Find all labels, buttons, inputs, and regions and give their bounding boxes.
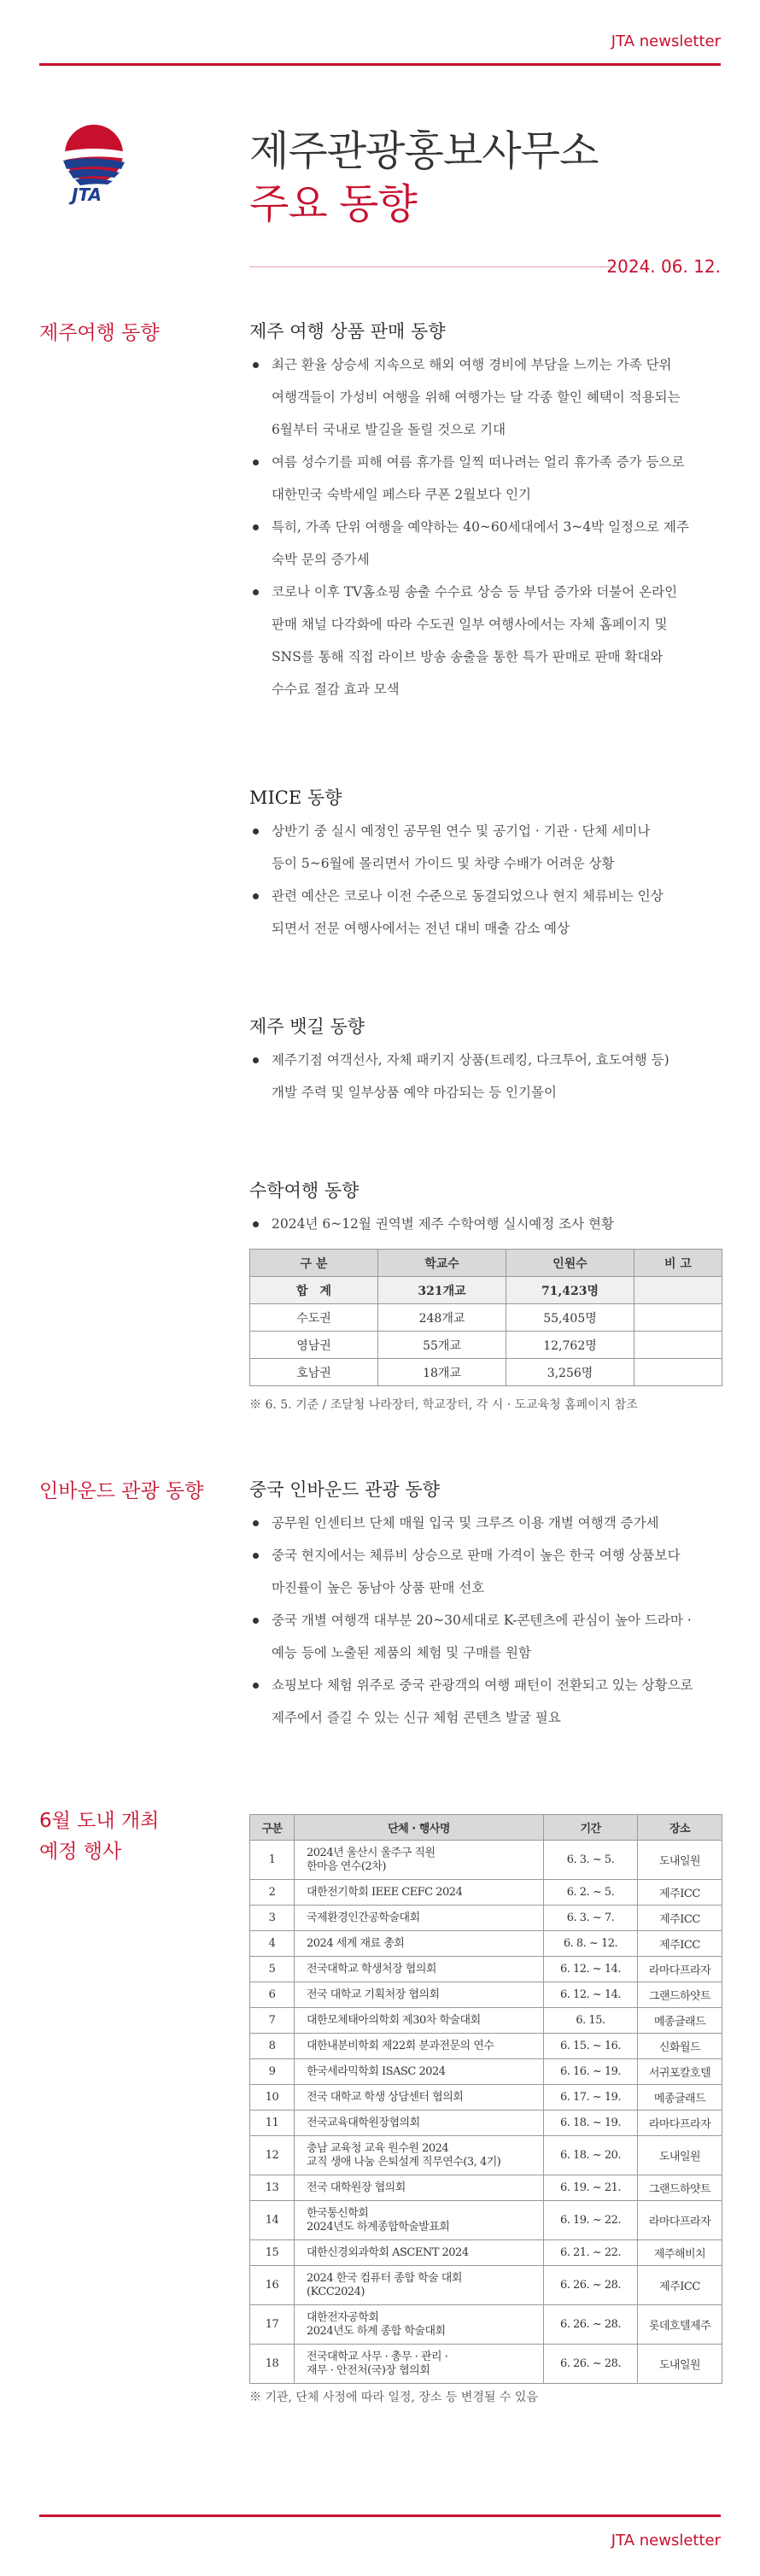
footer-newsletter-label: JTA newsletter	[611, 2532, 721, 2550]
table-cell: 15	[250, 2240, 295, 2266]
table-cell: 2	[250, 1880, 295, 1906]
date-rule	[249, 266, 617, 267]
table-cell: 6. 3. ~ 7.	[544, 1906, 638, 1931]
list-item: 중국 현지에서는 체류비 상승으로 판매 가격이 높은 한국 여행 상품보다 마진률이 높은 동남아 상품 판매 선호	[249, 1539, 728, 1604]
table-row	[250, 1906, 722, 1931]
table-header: 단체 · 행사명	[295, 1815, 544, 1841]
table-cell: 메종글래드	[638, 2008, 722, 2034]
list-item: 제주기점 여객선사, 자체 패키지 상품(트레킹, 다크투어, 효도여행 등) 개발 주력 및 일부상품 예약 마감되는 등 인기몰이	[249, 1044, 728, 1109]
table-cell: 6. 17. ~ 19.	[544, 2085, 638, 2111]
table-cell: 전국교육대학원장협의회	[295, 2111, 544, 2136]
section-label-inbound: 인바운드 관광 동향	[39, 1480, 204, 1502]
heading-sea-route: 제주 뱃길 동향	[249, 1016, 365, 1037]
list-item: 여름 성수기를 피해 여름 휴가를 일찍 떠나려는 얼리 휴가족 증가 등으로 대한민국 숙박세일 페스타 쿠폰 2월보다 인기	[249, 446, 728, 511]
header-rule	[39, 63, 721, 66]
table-cell: 대한내분비학회 제22회 분과전문의 연수	[295, 2034, 544, 2059]
table-cell: 수도권	[250, 1304, 378, 1332]
logo-text: JTA	[72, 184, 102, 205]
table-header: 학교수	[378, 1250, 506, 1277]
table-cell: 롯데호텔제주	[638, 2305, 722, 2345]
table-cell: 9	[250, 2059, 295, 2085]
table-cell: 6. 26. ~ 28.	[544, 2266, 638, 2305]
table-cell: 12,762명	[506, 1332, 634, 1359]
table-row	[250, 2111, 722, 2136]
table-cell: 18개교	[378, 1359, 506, 1386]
table-cell: 제주ICC	[638, 1880, 722, 1906]
table-header: 구 분	[250, 1250, 378, 1277]
table-header: 인원수	[506, 1250, 634, 1277]
table-cell	[634, 1332, 722, 1359]
list-mice	[249, 815, 728, 945]
table-cell: 영남권	[250, 1332, 378, 1359]
table-row	[250, 2136, 722, 2175]
table-cell: 라마다프라자	[638, 2111, 722, 2136]
table-cell: 도내일원	[638, 2136, 722, 2175]
table-cell: 321개교	[378, 1277, 506, 1304]
table-cell	[634, 1304, 722, 1332]
table-cell: 그랜드하얏트	[638, 2175, 722, 2201]
table-cell: 6. 26. ~ 28.	[544, 2345, 638, 2384]
table-cell: 한국세라믹학회 ISASC 2024	[295, 2059, 544, 2085]
table-row	[250, 1332, 722, 1359]
section-label-events: 6월 도내 개최 예정 행사	[39, 1810, 160, 1863]
table-header-row	[250, 1250, 722, 1277]
table-cell: 도내일원	[638, 1841, 722, 1880]
table-header: 비 고	[634, 1250, 722, 1277]
table-cell: 6. 16. ~ 19.	[544, 2059, 638, 2085]
table-cell: 5	[250, 1957, 295, 1982]
heading-school-trip: 수학여행 동향	[249, 1180, 360, 1201]
table-cell: 제주ICC	[638, 1931, 722, 1957]
table-cell	[634, 1359, 722, 1386]
table-row	[250, 2059, 722, 2085]
list-item: 2024년 6~12월 권역별 제주 수학여행 실시예정 조사 현황	[249, 1208, 728, 1240]
school-trip-table	[249, 1249, 722, 1386]
heading-mice: MICE 동향	[249, 787, 342, 808]
table-cell: 메종글래드	[638, 2085, 722, 2111]
events-table	[249, 1814, 722, 2384]
table-row	[250, 2345, 722, 2384]
table-cell: 2024 한국 컴퓨터 종합 학술 대회 (KCC2024)	[295, 2266, 544, 2305]
list-product-sales	[249, 348, 728, 705]
table-cell: 11	[250, 2111, 295, 2136]
table-cell: 6. 19. ~ 21.	[544, 2175, 638, 2201]
table-cell: 신화월드	[638, 2034, 722, 2059]
list-item: 공무원 인센티브 단체 매월 입국 및 크루즈 이용 개별 여행객 증가세	[249, 1507, 728, 1539]
table-row	[250, 1957, 722, 1982]
table-header: 기간	[544, 1815, 638, 1841]
list-item: 중국 개별 여행객 대부분 20~30세대로 K-콘텐츠에 관심이 높아 드라마 · 예능 등에 노출된 제품의 체험 및 구매를 원함	[249, 1604, 728, 1669]
table-cell: 충남 교육청 교육 원수원 2024 교직 생애 나눔 은퇴설계 직무연수(3, 4기)	[295, 2136, 544, 2175]
table-cell: 대한모체태아의학회 제30차 학술대회	[295, 2008, 544, 2034]
table-row	[250, 2240, 722, 2266]
table-row	[250, 2201, 722, 2240]
issue-date: 2024. 06. 12.	[606, 256, 721, 277]
table-row	[250, 1880, 722, 1906]
table-cell: 2024 세계 재료 총회	[295, 1931, 544, 1957]
table-cell: 6. 12. ~ 14.	[544, 1957, 638, 1982]
table-cell	[634, 1277, 722, 1304]
table-cell: 전국대학교 학생처장 협의회	[295, 1957, 544, 1982]
list-sea-route	[249, 1044, 728, 1109]
list-item: 코로나 이후 TV홈쇼핑 송출 수수료 상승 등 부담 증가와 더불어 온라인 판매 채널 다각화에 따라 수도권 일부 여행사에서는 자체 홈페이지 및 SNS를 통해 직접 라이브 방송 송출을 통한 특가 판매로 판매 확대와 수수료 절감 효과 모색	[249, 576, 728, 705]
table-cell: 14	[250, 2201, 295, 2240]
table-row	[250, 1277, 722, 1304]
table-cell: 제주해비치	[638, 2240, 722, 2266]
heading-china-inbound: 중국 인바운드 관광 동향	[249, 1479, 440, 1500]
table-cell: 71,423명	[506, 1277, 634, 1304]
table-cell: 제주ICC	[638, 2266, 722, 2305]
table-header: 구분	[250, 1815, 295, 1841]
table-row	[250, 1304, 722, 1332]
table-cell: 제주ICC	[638, 1906, 722, 1931]
table-cell: 호남권	[250, 1359, 378, 1386]
list-item: 쇼핑보다 체험 위주로 중국 관광객의 여행 패턴이 전환되고 있는 상황으로 제주에서 즐길 수 있는 신규 체험 콘텐츠 발굴 필요	[249, 1669, 728, 1734]
page-title: 제주관광홍보사무소	[249, 127, 599, 175]
table-row	[250, 2175, 722, 2201]
table-row	[250, 1982, 722, 2008]
table-cell: 도내일원	[638, 2345, 722, 2384]
table-cell: 10	[250, 2085, 295, 2111]
table-cell: 12	[250, 2136, 295, 2175]
list-item: 최근 환율 상승세 지속으로 해외 여행 경비에 부담을 느끼는 가족 단위 여행객들이 가성비 여행을 위해 여행가는 달 각종 할인 혜택이 적용되는 6월부터 국내로 발길을 돌릴 것으로 기대	[249, 348, 728, 446]
table-cell: 4	[250, 1931, 295, 1957]
table-cell: 한국통신학회 2024년도 하계종합학술발표회	[295, 2201, 544, 2240]
list-item: 특히, 가족 단위 여행을 예약하는 40~60세대에서 3~4박 일정으로 제주 숙박 문의 증가세	[249, 511, 728, 576]
table-cell: 전국 대학원장 협의회	[295, 2175, 544, 2201]
table-cell: 그랜드하얏트	[638, 1982, 722, 2008]
table-cell: 대한전자공학회 2024년도 하계 종합 학술대회	[295, 2305, 544, 2345]
table-cell: 6. 15.	[544, 2008, 638, 2034]
table-cell: 6. 8. ~ 12.	[544, 1931, 638, 1957]
table-cell: 55,405명	[506, 1304, 634, 1332]
table-cell: 6. 15. ~ 16.	[544, 2034, 638, 2059]
table-cell: 248개교	[378, 1304, 506, 1332]
table-row	[250, 1841, 722, 1880]
table-row	[250, 1359, 722, 1386]
table-cell: 3,256명	[506, 1359, 634, 1386]
heading-product-sales: 제주 여행 상품 판매 동향	[249, 321, 446, 342]
table-cell: 1	[250, 1841, 295, 1880]
table-cell: 대한신경외과학회 ASCENT 2024	[295, 2240, 544, 2266]
table-cell: 국제환경인간공학술대회	[295, 1906, 544, 1931]
school-trip-note: ※ 6. 5. 기준 / 조달청 나라장터, 학교장터, 각 시 · 도교육청 홈페이지 참조	[249, 1398, 638, 1412]
table-header: 장소	[638, 1815, 722, 1841]
list-school-trip	[249, 1208, 728, 1240]
events-note: ※ 기관, 단체 사정에 따라 일정, 장소 등 변경될 수 있음	[249, 2391, 538, 2404]
section-label-jeju-travel: 제주여행 동향	[39, 322, 160, 344]
table-cell: 6	[250, 1982, 295, 2008]
table-cell: 17	[250, 2305, 295, 2345]
table-cell: 6. 3. ~ 5.	[544, 1841, 638, 1880]
table-cell: 전국대학교 사무 · 총무 · 관리 · 재무 · 안전처(국)장 협의회	[295, 2345, 544, 2384]
table-cell: 라마다프라자	[638, 1957, 722, 1982]
table-cell: 합 계	[250, 1277, 378, 1304]
table-row	[250, 2034, 722, 2059]
table-cell: 6. 26. ~ 28.	[544, 2305, 638, 2345]
table-cell: 6. 2. ~ 5.	[544, 1880, 638, 1906]
table-cell: 라마다프라자	[638, 2201, 722, 2240]
list-china-inbound	[249, 1507, 728, 1734]
table-cell: 서귀포칼호텔	[638, 2059, 722, 2085]
table-cell: 3	[250, 1906, 295, 1931]
table-cell: 6. 19. ~ 22.	[544, 2201, 638, 2240]
table-cell: 6. 18. ~ 19.	[544, 2111, 638, 2136]
table-row	[250, 2085, 722, 2111]
newsletter-label: JTA newsletter	[611, 32, 721, 50]
table-row	[250, 1931, 722, 1957]
table-cell: 2024년 울산시 울주구 직원 한마음 연수(2차)	[295, 1841, 544, 1880]
list-item: 관련 예산은 코로나 이전 수준으로 동결되었으나 현지 체류비는 인상 되면서 전문 여행사에서는 전년 대비 매출 감소 예상	[249, 880, 728, 945]
table-cell: 16	[250, 2266, 295, 2305]
table-cell: 8	[250, 2034, 295, 2059]
table-row	[250, 2008, 722, 2034]
table-cell: 6. 21. ~ 22.	[544, 2240, 638, 2266]
table-cell: 대한전기학회 IEEE CEFC 2024	[295, 1880, 544, 1906]
table-cell: 6. 18. ~ 20.	[544, 2136, 638, 2175]
table-row	[250, 2305, 722, 2345]
table-cell: 6. 12. ~ 14.	[544, 1982, 638, 2008]
table-cell: 7	[250, 2008, 295, 2034]
table-cell: 13	[250, 2175, 295, 2201]
table-cell: 전국 대학교 기획처장 협의회	[295, 1982, 544, 2008]
footer-rule	[39, 2515, 721, 2517]
table-cell: 55개교	[378, 1332, 506, 1359]
list-item: 상반기 중 실시 예정인 공무원 연수 및 공기업 · 기관 · 단체 세미나 등이 5~6월에 몰리면서 가이드 및 차량 수배가 어려운 상황	[249, 815, 728, 880]
jta-logo	[53, 120, 135, 205]
table-cell: 18	[250, 2345, 295, 2384]
table-header-row	[250, 1815, 722, 1841]
table-row	[250, 2266, 722, 2305]
table-cell: 전국 대학교 학생 상담센터 협의회	[295, 2085, 544, 2111]
page-subtitle: 주요 동향	[249, 180, 417, 228]
